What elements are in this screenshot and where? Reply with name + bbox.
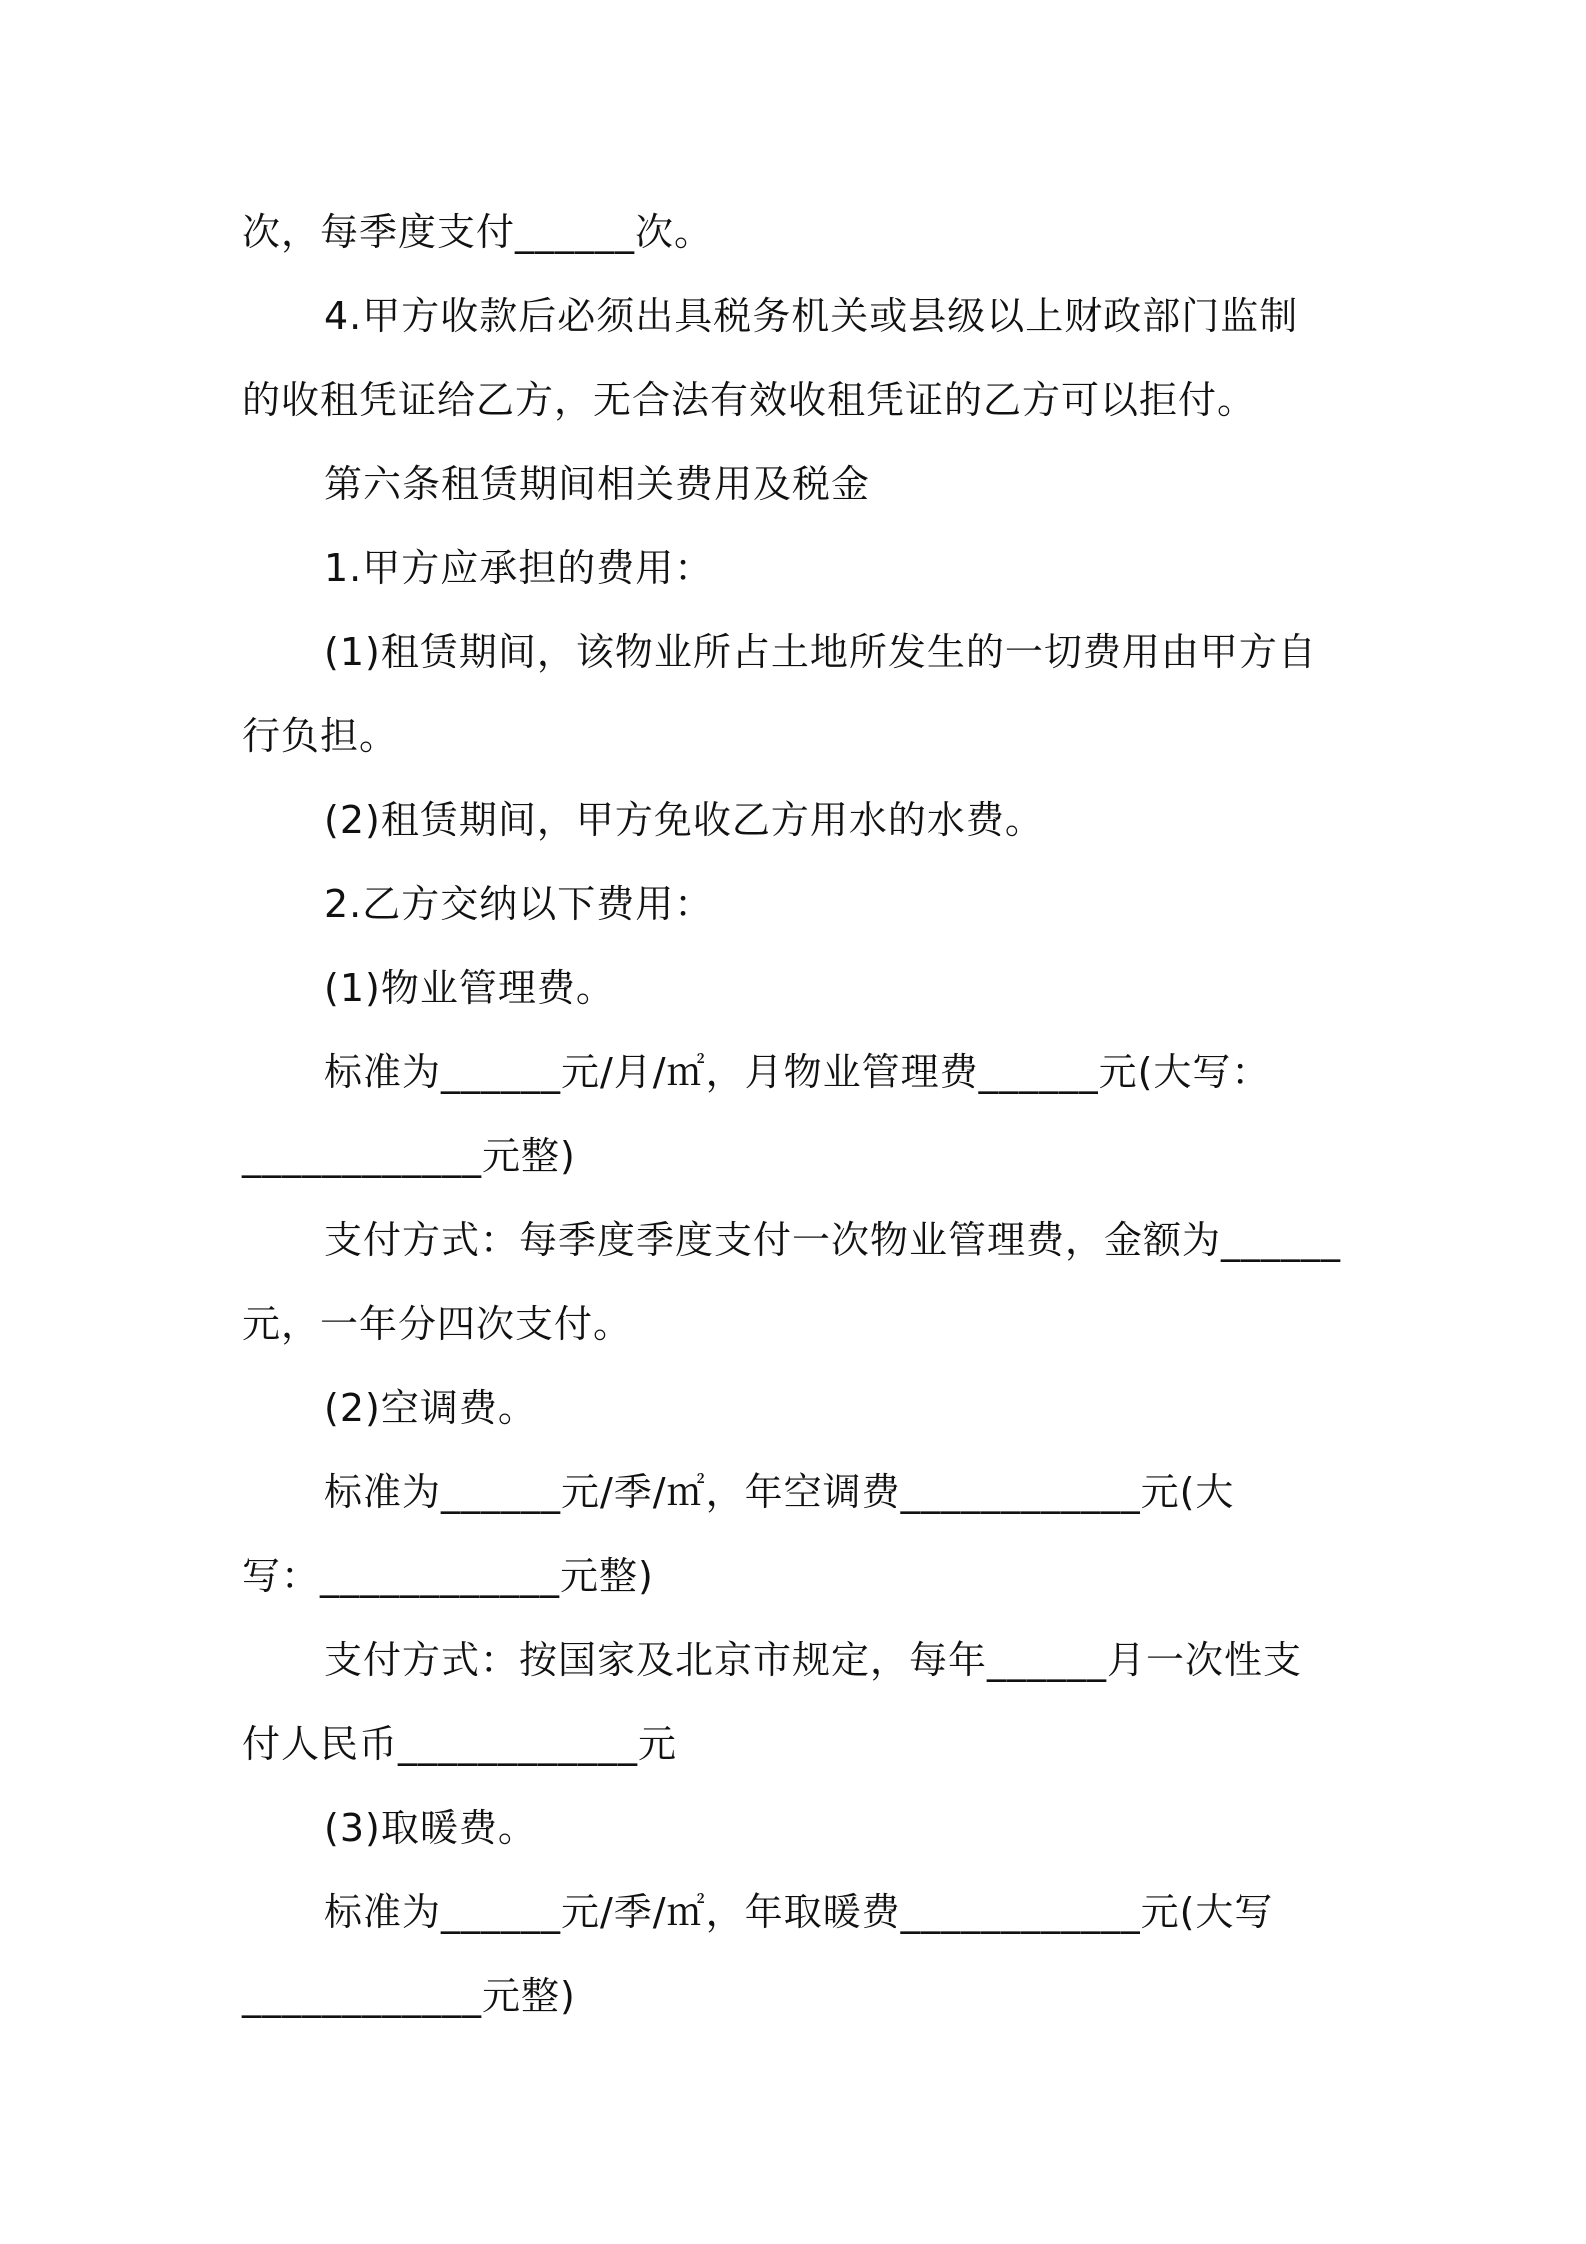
text-line: 支付方式：按国家及北京市规定，每年______月一次性支 — [324, 1638, 1303, 1682]
text-line: (1)租赁期间，该物业所占土地所发生的一切费用由甲方自 — [324, 630, 1317, 674]
text-line: (3)取暖费。 — [324, 1806, 537, 1850]
text-line: 标准为______元/季/㎡，年空调费____________元(大 — [324, 1470, 1235, 1514]
text-line: (2)空调费。 — [324, 1386, 537, 1430]
text-line: 的收租凭证给乙方，无合法有效收租凭证的乙方可以拒付。 — [242, 378, 1257, 422]
text-line: 支付方式：每季度季度支付一次物业管理费，金额为______ — [324, 1218, 1342, 1262]
section-heading: 第六条租赁期间相关费用及税金 — [324, 462, 871, 506]
document-page — [242, 190, 1358, 2038]
text-line: 付人民币____________元 — [242, 1722, 678, 1766]
text-line: 标准为______元/月/㎡，月物业管理费______元(大写： — [324, 1050, 1271, 1094]
text-line: (2)租赁期间，甲方免收乙方用水的水费。 — [324, 798, 1044, 842]
text-line: 写：____________元整) — [242, 1554, 654, 1598]
text-line: 元，一年分四次支付。 — [242, 1302, 633, 1346]
text-line: 标准为______元/季/㎡，年取暖费____________元(大写 — [324, 1890, 1274, 1934]
text-line: (1)物业管理费。 — [324, 966, 615, 1010]
text-line: 1.甲方应承担的费用： — [324, 546, 714, 590]
text-line: 次，每季度支付______次。 — [242, 210, 714, 254]
text-line: ____________元整) — [242, 1134, 576, 1178]
text-line: 2.乙方交纳以下费用： — [324, 882, 714, 926]
text-line: 行负担。 — [242, 714, 399, 758]
text-line: ____________元整) — [242, 1974, 576, 2018]
text-line: 4.甲方收款后必须出具税务机关或县级以上财政部门监制 — [324, 294, 1299, 338]
